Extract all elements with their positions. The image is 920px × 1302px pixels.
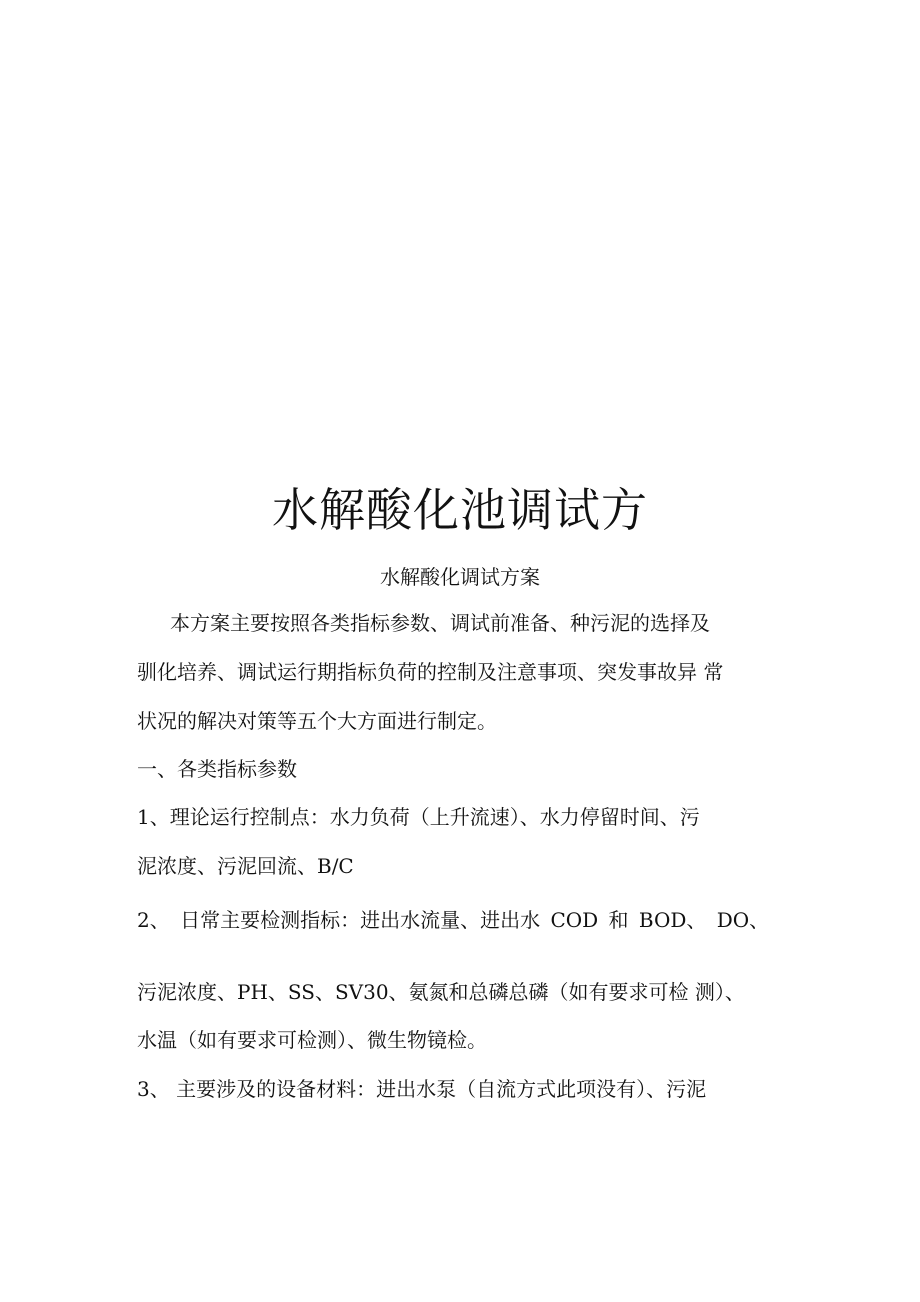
list-item-3-line-1: 3、 主要涉及的设备材料：进出水泵（自流方式此项没有）、污泥 [137,1077,707,1101]
list-item-2-line-1: 2、 日常主要检测指标：进出水流量、进出水 COD 和 BOD、 DO、 [137,908,770,932]
list-item-1-line-1: 1、理论运行控制点：水力负荷（上升流速）、水力停留时间、污 [137,805,700,829]
document-subtitle: 水解酸化调试方案 [380,565,540,589]
paragraph-line-3: 状况的解决对策等五个大方面进行制定。 [137,709,497,733]
section-heading-1: 一、各类指标参数 [137,757,297,781]
list-item-2-line-2: 污泥浓度、PH、SS、SV30、氨氮和总磷总磷（如有要求可检 测）、 [137,980,745,1004]
document-title: 水解酸化池调试方 [272,483,648,537]
paragraph-line-2: 驯化培养、调试运行期指标负荷的控制及注意事项、突发事故异 常 [137,660,724,684]
list-item-1-line-2: 泥浓度、污泥回流、B/C [137,854,354,878]
paragraph-line-1: 本方案主要按照各类指标参数、调试前准备、种污泥的选择及 [170,611,710,635]
list-item-2-line-3: 水温（如有要求可检测）、微生物镜检。 [137,1028,487,1052]
